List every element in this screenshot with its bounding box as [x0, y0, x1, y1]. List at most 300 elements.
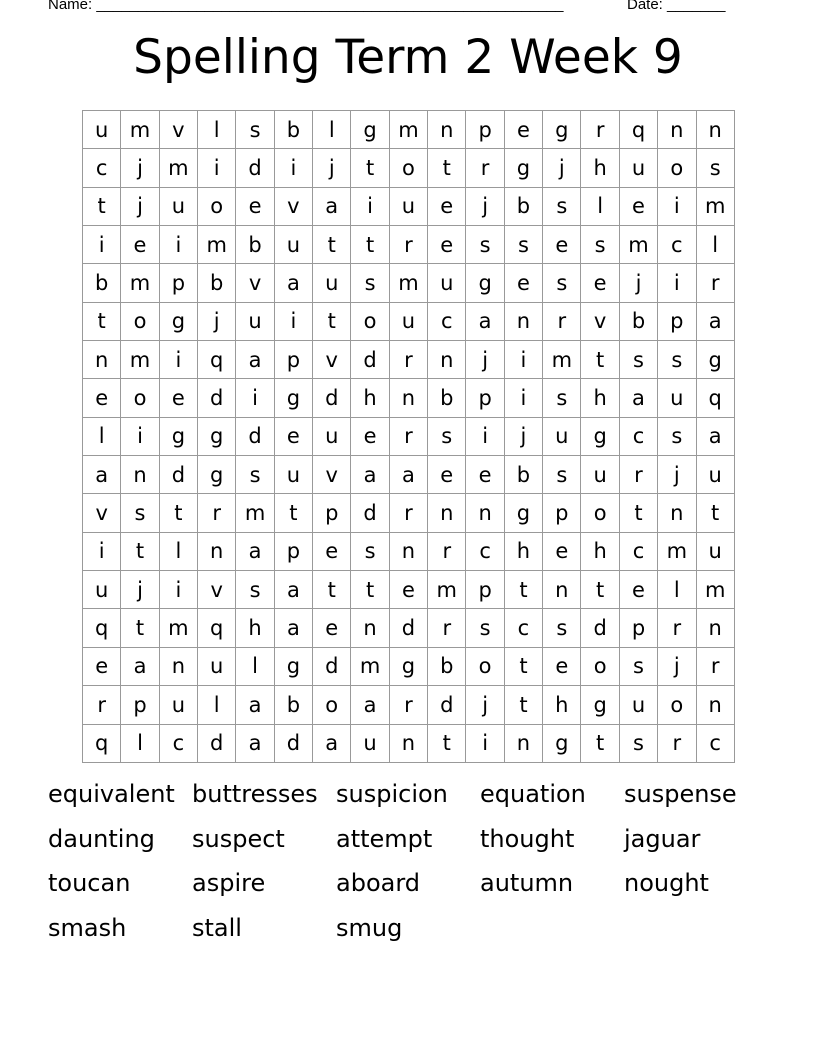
grid-cell: s — [543, 264, 581, 302]
grid-cell: a — [313, 188, 351, 226]
word-list-item: equivalent — [48, 780, 175, 808]
grid-cell: u — [428, 264, 466, 302]
grid-cell: a — [275, 571, 313, 609]
grid-cell: p — [620, 609, 658, 647]
grid-cell: c — [658, 226, 696, 264]
grid-cell: a — [390, 456, 428, 494]
grid-cell: m — [428, 571, 466, 609]
grid-cell: h — [505, 533, 543, 571]
grid-cell: e — [620, 571, 658, 609]
grid-cell: t — [351, 571, 389, 609]
grid-cell: l — [313, 111, 351, 149]
grid-cell: g — [505, 494, 543, 532]
grid-cell: s — [620, 725, 658, 763]
grid-cell: r — [697, 264, 735, 302]
grid-cell: m — [160, 149, 198, 187]
grid-cell: g — [351, 111, 389, 149]
grid-cell: q — [83, 609, 121, 647]
grid-cell: d — [351, 341, 389, 379]
word-search-grid — [82, 110, 735, 763]
grid-cell: a — [351, 456, 389, 494]
grid-cell: p — [543, 494, 581, 532]
grid-cell: e — [121, 226, 159, 264]
word-list-item: suspicion — [336, 780, 448, 808]
grid-cell: n — [658, 494, 696, 532]
grid-cell: e — [428, 456, 466, 494]
grid-cell: j — [543, 149, 581, 187]
grid-cell: t — [505, 648, 543, 686]
grid-cell: c — [505, 609, 543, 647]
grid-cell: s — [697, 149, 735, 187]
grid-cell: q — [620, 111, 658, 149]
grid-cell: t — [581, 725, 619, 763]
grid-cell: c — [466, 533, 504, 571]
grid-cell: s — [351, 533, 389, 571]
grid-cell: l — [581, 188, 619, 226]
grid-cell: n — [390, 725, 428, 763]
grid-cell: c — [428, 303, 466, 341]
grid-cell: i — [160, 571, 198, 609]
grid-cell: i — [466, 725, 504, 763]
grid-cell: j — [466, 341, 504, 379]
grid-cell: u — [83, 111, 121, 149]
grid-cell: r — [390, 341, 428, 379]
grid-cell: l — [236, 648, 274, 686]
word-list-item: aspire — [192, 869, 266, 897]
grid-cell: v — [160, 111, 198, 149]
grid-cell: e — [543, 648, 581, 686]
grid-cell: o — [121, 379, 159, 417]
grid-cell: g — [505, 149, 543, 187]
grid-cell: r — [466, 149, 504, 187]
grid-cell: o — [658, 686, 696, 724]
grid-cell: u — [236, 303, 274, 341]
grid-cell: m — [658, 533, 696, 571]
grid-cell: v — [198, 571, 236, 609]
grid-cell: u — [620, 686, 658, 724]
grid-cell: s — [466, 609, 504, 647]
grid-cell: b — [275, 686, 313, 724]
grid-cell: d — [198, 379, 236, 417]
grid-cell: m — [198, 226, 236, 264]
grid-cell: e — [351, 418, 389, 456]
grid-cell: m — [121, 111, 159, 149]
grid-cell: d — [313, 379, 351, 417]
grid-cell: m — [236, 494, 274, 532]
grid-cell: c — [160, 725, 198, 763]
grid-cell: i — [466, 418, 504, 456]
grid-cell: t — [351, 149, 389, 187]
grid-cell: s — [543, 456, 581, 494]
grid-cell: e — [83, 648, 121, 686]
grid-cell: g — [543, 725, 581, 763]
grid-cell: m — [160, 609, 198, 647]
grid-cell: c — [697, 725, 735, 763]
grid-cell: s — [543, 609, 581, 647]
grid-cell: n — [198, 533, 236, 571]
grid-cell: u — [313, 418, 351, 456]
grid-cell: c — [620, 533, 658, 571]
grid-cell: j — [620, 264, 658, 302]
grid-cell: n — [658, 111, 696, 149]
grid-cell: v — [83, 494, 121, 532]
grid-cell: a — [236, 725, 274, 763]
grid-cell: i — [658, 188, 696, 226]
grid-cell: u — [351, 725, 389, 763]
grid-cell: v — [275, 188, 313, 226]
grid-cell: e — [466, 456, 504, 494]
grid-cell: i — [198, 149, 236, 187]
grid-cell: e — [313, 609, 351, 647]
grid-cell: o — [658, 149, 696, 187]
grid-cell: s — [505, 226, 543, 264]
grid-cell: d — [313, 648, 351, 686]
grid-cell: s — [620, 341, 658, 379]
grid-cell: t — [428, 725, 466, 763]
grid-cell: i — [505, 341, 543, 379]
grid-cell: t — [121, 533, 159, 571]
name-field-label: Name: ________________________________________________________ — [48, 0, 564, 13]
grid-cell: u — [543, 418, 581, 456]
grid-cell: u — [390, 303, 428, 341]
grid-cell: m — [121, 341, 159, 379]
grid-cell: b — [428, 648, 466, 686]
grid-cell: u — [697, 533, 735, 571]
grid-cell: g — [160, 303, 198, 341]
grid-cell: b — [275, 111, 313, 149]
grid-cell: l — [697, 226, 735, 264]
grid-cell: s — [658, 341, 696, 379]
grid-cell: e — [543, 533, 581, 571]
grid-cell: r — [620, 456, 658, 494]
grid-cell: r — [428, 533, 466, 571]
grid-cell: j — [198, 303, 236, 341]
grid-cell: s — [543, 379, 581, 417]
grid-cell: s — [236, 111, 274, 149]
grid-cell: i — [121, 418, 159, 456]
grid-cell: n — [543, 571, 581, 609]
grid-cell: u — [620, 149, 658, 187]
grid-cell: e — [543, 226, 581, 264]
grid-cell: g — [390, 648, 428, 686]
grid-cell: a — [236, 533, 274, 571]
grid-cell: i — [83, 533, 121, 571]
grid-cell: n — [390, 533, 428, 571]
grid-cell: l — [160, 533, 198, 571]
grid-cell: u — [275, 456, 313, 494]
grid-cell: t — [83, 188, 121, 226]
grid-cell: v — [313, 456, 351, 494]
grid-cell: t — [313, 303, 351, 341]
word-list-item: attempt — [336, 824, 433, 853]
grid-cell: r — [581, 111, 619, 149]
grid-cell: s — [658, 418, 696, 456]
grid-cell: n — [428, 341, 466, 379]
grid-cell: m — [121, 264, 159, 302]
grid-cell: p — [313, 494, 351, 532]
grid-cell: m — [697, 188, 735, 226]
word-list-item: smash — [48, 913, 127, 942]
grid-cell: j — [658, 456, 696, 494]
grid-cell: o — [198, 188, 236, 226]
grid-cell: u — [658, 379, 696, 417]
grid-cell: g — [198, 418, 236, 456]
grid-cell: b — [236, 226, 274, 264]
grid-cell: s — [428, 418, 466, 456]
grid-cell: a — [121, 648, 159, 686]
grid-cell: s — [236, 571, 274, 609]
grid-cell: i — [236, 379, 274, 417]
grid-cell: l — [658, 571, 696, 609]
grid-cell: d — [275, 725, 313, 763]
grid-cell: j — [121, 149, 159, 187]
grid-cell: q — [697, 379, 735, 417]
grid-cell: n — [505, 725, 543, 763]
word-list-item: suspense — [624, 780, 737, 808]
grid-cell: t — [581, 341, 619, 379]
grid-cell: e — [83, 379, 121, 417]
grid-cell: s — [236, 456, 274, 494]
grid-cell: t — [121, 609, 159, 647]
grid-cell: s — [351, 264, 389, 302]
grid-cell: p — [658, 303, 696, 341]
grid-cell: c — [620, 418, 658, 456]
grid-cell: g — [543, 111, 581, 149]
grid-cell: d — [236, 149, 274, 187]
grid-cell: g — [275, 379, 313, 417]
grid-cell: b — [428, 379, 466, 417]
grid-cell: t — [620, 494, 658, 532]
grid-cell: t — [313, 226, 351, 264]
word-list-item: smug — [336, 913, 403, 942]
grid-cell: o — [313, 686, 351, 724]
grid-cell: n — [390, 379, 428, 417]
grid-cell: o — [466, 648, 504, 686]
word-list-item: daunting — [48, 824, 155, 853]
grid-cell: j — [121, 571, 159, 609]
grid-cell: u — [313, 264, 351, 302]
word-list-item: thought — [480, 824, 575, 853]
grid-cell: g — [581, 686, 619, 724]
word-list-item: autumn — [480, 869, 574, 897]
grid-cell: v — [236, 264, 274, 302]
grid-cell: m — [697, 571, 735, 609]
grid-cell: p — [466, 571, 504, 609]
grid-cell: l — [121, 725, 159, 763]
grid-cell: a — [236, 686, 274, 724]
grid-cell: o — [390, 149, 428, 187]
grid-cell: u — [275, 226, 313, 264]
grid-cell: e — [313, 533, 351, 571]
grid-cell: l — [198, 686, 236, 724]
grid-cell: u — [581, 456, 619, 494]
grid-cell: d — [236, 418, 274, 456]
grid-cell: n — [697, 609, 735, 647]
word-list-item: suspect — [192, 824, 285, 853]
grid-cell: t — [313, 571, 351, 609]
grid-cell: p — [466, 111, 504, 149]
grid-cell: a — [351, 686, 389, 724]
grid-cell: u — [83, 571, 121, 609]
grid-cell: u — [160, 686, 198, 724]
word-list-item: jaguar — [624, 824, 701, 853]
grid-cell: i — [658, 264, 696, 302]
grid-cell: e — [428, 188, 466, 226]
grid-cell: r — [390, 418, 428, 456]
grid-cell: g — [697, 341, 735, 379]
grid-cell: n — [351, 609, 389, 647]
grid-cell: q — [198, 609, 236, 647]
grid-cell: l — [198, 111, 236, 149]
grid-cell: g — [198, 456, 236, 494]
grid-cell: t — [351, 226, 389, 264]
grid-cell: e — [428, 226, 466, 264]
grid-cell: a — [275, 264, 313, 302]
word-list-item: buttresses — [192, 780, 318, 808]
grid-cell: r — [543, 303, 581, 341]
grid-cell: l — [83, 418, 121, 456]
grid-cell: n — [697, 111, 735, 149]
grid-cell: g — [275, 648, 313, 686]
grid-cell: s — [620, 648, 658, 686]
grid-cell: p — [121, 686, 159, 724]
grid-cell: b — [505, 188, 543, 226]
grid-cell: o — [351, 303, 389, 341]
grid-cell: a — [466, 303, 504, 341]
grid-cell: j — [658, 648, 696, 686]
grid-cell: e — [620, 188, 658, 226]
word-list-item: aboard — [336, 869, 421, 897]
grid-cell: v — [581, 303, 619, 341]
grid-cell: a — [236, 341, 274, 379]
grid-cell: t — [697, 494, 735, 532]
grid-cell: d — [428, 686, 466, 724]
grid-cell: t — [505, 571, 543, 609]
grid-cell: n — [83, 341, 121, 379]
grid-cell: u — [198, 648, 236, 686]
grid-cell: s — [121, 494, 159, 532]
grid-cell: b — [83, 264, 121, 302]
grid-cell: r — [658, 725, 696, 763]
grid-cell: d — [160, 456, 198, 494]
grid-cell: i — [160, 226, 198, 264]
grid-cell: b — [620, 303, 658, 341]
grid-cell: j — [466, 686, 504, 724]
grid-cell: d — [351, 494, 389, 532]
grid-cell: n — [466, 494, 504, 532]
grid-cell: j — [466, 188, 504, 226]
grid-cell: d — [198, 725, 236, 763]
date-field-label: Date: _______ — [627, 0, 726, 13]
grid-cell: e — [505, 264, 543, 302]
grid-cell: r — [83, 686, 121, 724]
grid-cell: t — [581, 571, 619, 609]
word-list-item: toucan — [48, 869, 131, 897]
grid-cell: r — [390, 494, 428, 532]
grid-cell: b — [198, 264, 236, 302]
grid-cell: o — [121, 303, 159, 341]
grid-cell: s — [581, 226, 619, 264]
grid-cell: i — [83, 226, 121, 264]
word-list-item: equation — [480, 780, 586, 808]
grid-cell: p — [466, 379, 504, 417]
grid-cell: i — [275, 303, 313, 341]
grid-cell: e — [581, 264, 619, 302]
grid-cell: a — [620, 379, 658, 417]
grid-cell: d — [581, 609, 619, 647]
grid-cell: u — [697, 456, 735, 494]
grid-cell: n — [160, 648, 198, 686]
grid-cell: m — [390, 264, 428, 302]
grid-cell: j — [505, 418, 543, 456]
grid-cell: a — [697, 303, 735, 341]
grid-cell: o — [581, 648, 619, 686]
grid-cell: t — [160, 494, 198, 532]
page-title: Spelling Term 2 Week 9 — [133, 30, 683, 85]
grid-cell: h — [581, 149, 619, 187]
grid-cell: e — [390, 571, 428, 609]
grid-cell: h — [581, 533, 619, 571]
word-list-item: stall — [192, 913, 242, 942]
grid-cell: n — [121, 456, 159, 494]
grid-cell: a — [275, 609, 313, 647]
grid-cell: e — [505, 111, 543, 149]
grid-cell: m — [620, 226, 658, 264]
grid-cell: q — [198, 341, 236, 379]
grid-cell: o — [581, 494, 619, 532]
grid-cell: r — [390, 226, 428, 264]
word-list-item: nought — [624, 869, 709, 897]
grid-cell: d — [390, 609, 428, 647]
grid-cell: a — [313, 725, 351, 763]
grid-cell: a — [83, 456, 121, 494]
grid-cell: e — [236, 188, 274, 226]
grid-cell: t — [505, 686, 543, 724]
grid-cell: i — [351, 188, 389, 226]
grid-cell: g — [581, 418, 619, 456]
word-list — [48, 780, 768, 958]
grid-cell: h — [236, 609, 274, 647]
grid-cell: t — [275, 494, 313, 532]
grid-cell: r — [198, 494, 236, 532]
grid-cell: t — [428, 149, 466, 187]
grid-cell: s — [466, 226, 504, 264]
grid-cell: e — [275, 418, 313, 456]
grid-cell: n — [428, 494, 466, 532]
grid-cell: n — [697, 686, 735, 724]
grid-cell: r — [697, 648, 735, 686]
grid-cell: q — [83, 725, 121, 763]
grid-cell: c — [83, 149, 121, 187]
grid-cell: m — [543, 341, 581, 379]
grid-cell: t — [83, 303, 121, 341]
grid-cell: s — [543, 188, 581, 226]
grid-cell: r — [390, 686, 428, 724]
grid-cell: n — [505, 303, 543, 341]
grid-cell: r — [428, 609, 466, 647]
grid-cell: g — [466, 264, 504, 302]
grid-cell: u — [160, 188, 198, 226]
grid-cell: v — [313, 341, 351, 379]
grid-cell: p — [275, 533, 313, 571]
grid-cell: i — [505, 379, 543, 417]
grid-cell: e — [160, 379, 198, 417]
grid-cell: p — [275, 341, 313, 379]
grid-cell: m — [390, 111, 428, 149]
grid-cell: g — [160, 418, 198, 456]
grid-cell: i — [160, 341, 198, 379]
grid-cell: j — [313, 149, 351, 187]
